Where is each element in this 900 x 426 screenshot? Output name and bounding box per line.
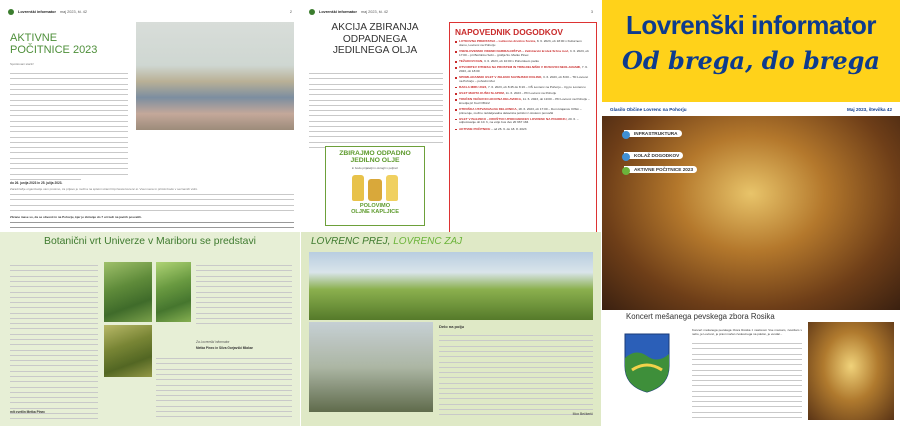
oil-bottle-icon: [352, 175, 364, 201]
event-name: IZLET V BLEJSKO – DRUŠTVO UPOKOJENCEV LOVRENC NA POHORJU,: [459, 116, 568, 121]
article-title-line2: POČITNICE 2023: [10, 44, 98, 56]
section-title: [311, 236, 462, 247]
event-item: [455, 128, 591, 132]
event-item: [455, 76, 591, 84]
page-header: [0, 0, 300, 15]
landscape-photo: [309, 252, 593, 320]
event-name: LUTKOVNA PREDSTAVA – Lutkovno društvo Sorica,: [459, 39, 536, 43]
page-left: [0, 0, 300, 426]
garden-photo-3: [156, 262, 191, 322]
page-cover: [602, 0, 900, 426]
event-item: [455, 98, 591, 106]
publication-name: Lovrenški informator: [319, 10, 357, 14]
akcija-title-3: JEDILNEGA OLJA: [332, 45, 418, 56]
event-item: [455, 50, 591, 58]
kids-group-photo: [136, 22, 294, 130]
event-detail: 3. 6. 2023, ob 10:00 v Pohorskem parku: [483, 58, 539, 63]
event-item: [455, 118, 591, 126]
botanic-text-col3: [156, 355, 292, 418]
event-name: OTVORITEV FITNESA NA PROSTEM IN TRIM-DELNIŠKI V RUSOVICI NEOLJANAMI,: [459, 64, 581, 69]
oil-poster-bottom1: POLOVIMO: [359, 202, 391, 209]
events-panel: [449, 22, 597, 244]
issue-label: maj 2023, št. 42: [59, 10, 88, 14]
event-name: VSESLOVENSKI VIKEND NABIRALNIŠTVA – Zeliščarski krožek Srčna moč,: [459, 48, 570, 53]
page-marker-icon: [309, 9, 315, 15]
event-name: TEŽAKOVI DAN,: [459, 58, 484, 63]
caption-right: Za Lovrenški informator: [196, 340, 230, 344]
section-title-2: LOVRENC ZAJ: [393, 236, 463, 247]
article-title-line1: AKTIVNE: [10, 32, 58, 44]
tag-infrastruktura: INFRASTRUKTURA: [624, 130, 682, 137]
deadline-line: do 26. junija 2023 in 25. julija 2023.: [10, 181, 63, 185]
author: Mox Bečkerič: [572, 412, 593, 416]
event-name: IZLET MARTA KUŠKI SLAPOM,: [459, 90, 505, 95]
event-detail: 11. 6. 2023, ob 19:00 – PD Lovrenc na Pohorju – kmetija pri Kod Ožbinč: [459, 96, 590, 105]
event-name: SPOMLADANSKI IZLET V ZELENO SAVINJSKO DOLINO,: [459, 74, 543, 79]
bold-note: Zbrane mase so, da se obvesti in na Pohorju, kjer je zbiranje do 7 uri tudi na javnih posvetih.: [10, 214, 142, 219]
events-list: [455, 40, 591, 131]
event-detail: 7. 6. 2023, ob 18:00: [459, 64, 588, 73]
event-name: AKTIVNE POČITNICE: [459, 126, 491, 131]
events-title: NAPOVEDNIK DOGODKOV: [455, 27, 563, 37]
page-middle: [301, 0, 601, 426]
event-item: [455, 92, 591, 96]
choir-hero-photo: [602, 116, 900, 310]
page-marker-icon: [8, 9, 14, 15]
garden-photo-2: [104, 325, 152, 377]
oil-bottles: [326, 175, 424, 201]
akcija-body: [309, 70, 443, 149]
event-item: [455, 86, 591, 90]
garden-photo-1: [104, 262, 152, 322]
event-item: [455, 60, 591, 64]
article-aktivne: [10, 32, 130, 185]
event-detail: – od 26. 6. do 18. 8. 2023: [491, 126, 527, 131]
page-number: 2: [289, 10, 292, 14]
oil-poster-sub: in bodo prijatelji in okrogli v poljino!: [351, 165, 399, 170]
feature-title: Koncert mešanega pevskega zbora Rosika: [626, 312, 775, 321]
oil-bottle-icon: [386, 175, 398, 201]
tag-aktivne: AKTIVNE POČITNICE 2023: [624, 166, 697, 173]
event-item: [455, 66, 591, 74]
event-detail: 7. 6. 2023, ob 8:45 do 8:16 – OŠ Lovrenc na Pohorju – trg po Lovrencu: [487, 84, 586, 89]
field-caption: Delo na polju: [439, 324, 465, 329]
caption-left: Metka Pinec in Silva Gorjavški Mlakar: [196, 346, 253, 350]
publication-name: Lovrenški informator: [18, 10, 56, 14]
botanic-text-col1: [10, 262, 98, 420]
field-photo: [309, 322, 433, 412]
akcija-title-1: AKCIJA ZBIRANJA: [331, 22, 419, 33]
tag-dot-icon: [622, 131, 630, 139]
event-detail: 20. 6. – odpotovanje ob 10. h, na voljo bus dvo 20 967 184: [459, 116, 579, 125]
masthead-title: Lovrenški informator: [625, 10, 877, 40]
event-detail: 11. 6. 2023 – PD Lovrenc na Pohorju: [505, 90, 557, 95]
oil-poster-bottom2: OLJNE KAPLJICE: [351, 208, 399, 215]
event-detail: 18. 6. 2023, ob 17:00 – Dom krajanov Ožbin – primeruje, možno razdeljevalna delavnica polnitvi z otrokom pomočki: [459, 106, 582, 115]
oil-poster-line2: JEDILNO OLJE: [350, 157, 400, 165]
field-text: [439, 332, 593, 417]
issue-line: Maj 2023, številka 42: [847, 106, 892, 112]
web-line: Zaradi lažje organizacije vam prosimo, za prijavo je možna na spletni strani http://www.lovrenc.si. Vsa imena in priimki bodo v seznamih vidni.: [10, 187, 198, 191]
event-item: [455, 108, 591, 116]
tag-kolaz: KOLAŽ DOGODKOV: [624, 152, 683, 159]
article-body: [10, 70, 128, 180]
masthead-subline: [602, 102, 900, 116]
oil-bottle-icon: [368, 179, 382, 201]
masthead-tagline: Od brega, do brega: [622, 46, 880, 75]
tag-dot-icon: [622, 153, 630, 161]
section-title-1: LOVRENC PREJ,: [311, 236, 391, 247]
event-name: BAKLA MIRU 2023,: [459, 84, 488, 89]
akcija-title: [305, 22, 445, 57]
event-item: [455, 40, 591, 48]
publisher-line: Glasilo Občine Lovrenc na Pohorju: [610, 106, 687, 112]
event-detail: 3. 6. 2023, ob 17:00 – pri Boršinku Sobi – grofija Sv. Marko Pinec: [459, 48, 589, 57]
oil-poster: [325, 146, 425, 226]
page-header: [301, 0, 601, 15]
botanic-title: Botanični vrt Univerze v Mariboru se predstavi: [44, 236, 256, 247]
issue-label: maj 2023, št. 42: [360, 10, 389, 14]
event-detail: 8. 6. 2023, ob 18:00 v Kulturnem domu, Lovrenc na Pohorju: [459, 39, 582, 47]
event-detail: 3. 6. 2023, ob 8:00 – TD Lovrenc na Pohorju – pohodni izlet: [459, 74, 589, 83]
event-name: OTROŠKA USTVARJALNA DELAVNICA,: [459, 106, 518, 111]
page-number: 3: [590, 10, 593, 14]
event-name: TONČKN VEČER IN LIKOVNA DELAVNICA,: [459, 96, 522, 101]
botanic-text-col2: [196, 262, 292, 325]
oil-poster-line1: ZBIRAJMO ODPADNO: [339, 150, 411, 157]
akcija-title-2: ODPADNEGA: [342, 33, 408, 45]
choir-photo: [808, 322, 894, 420]
feature-paragraph: Koncert mešanega pevskega zbora Rosika z naslovom Vse mamam, zvezdam v nebo, je Lovrenc, je pravi močan zvokovnega na poklon, je vendar...: [692, 328, 802, 337]
greeting: Spoštovani starši!: [10, 62, 34, 66]
coat-of-arms-icon: [622, 330, 672, 394]
feature-text: [692, 328, 802, 419]
bottom-sign: mlt cvetlin Metka Pinec: [10, 410, 46, 414]
tag-dot-icon: [622, 167, 630, 175]
